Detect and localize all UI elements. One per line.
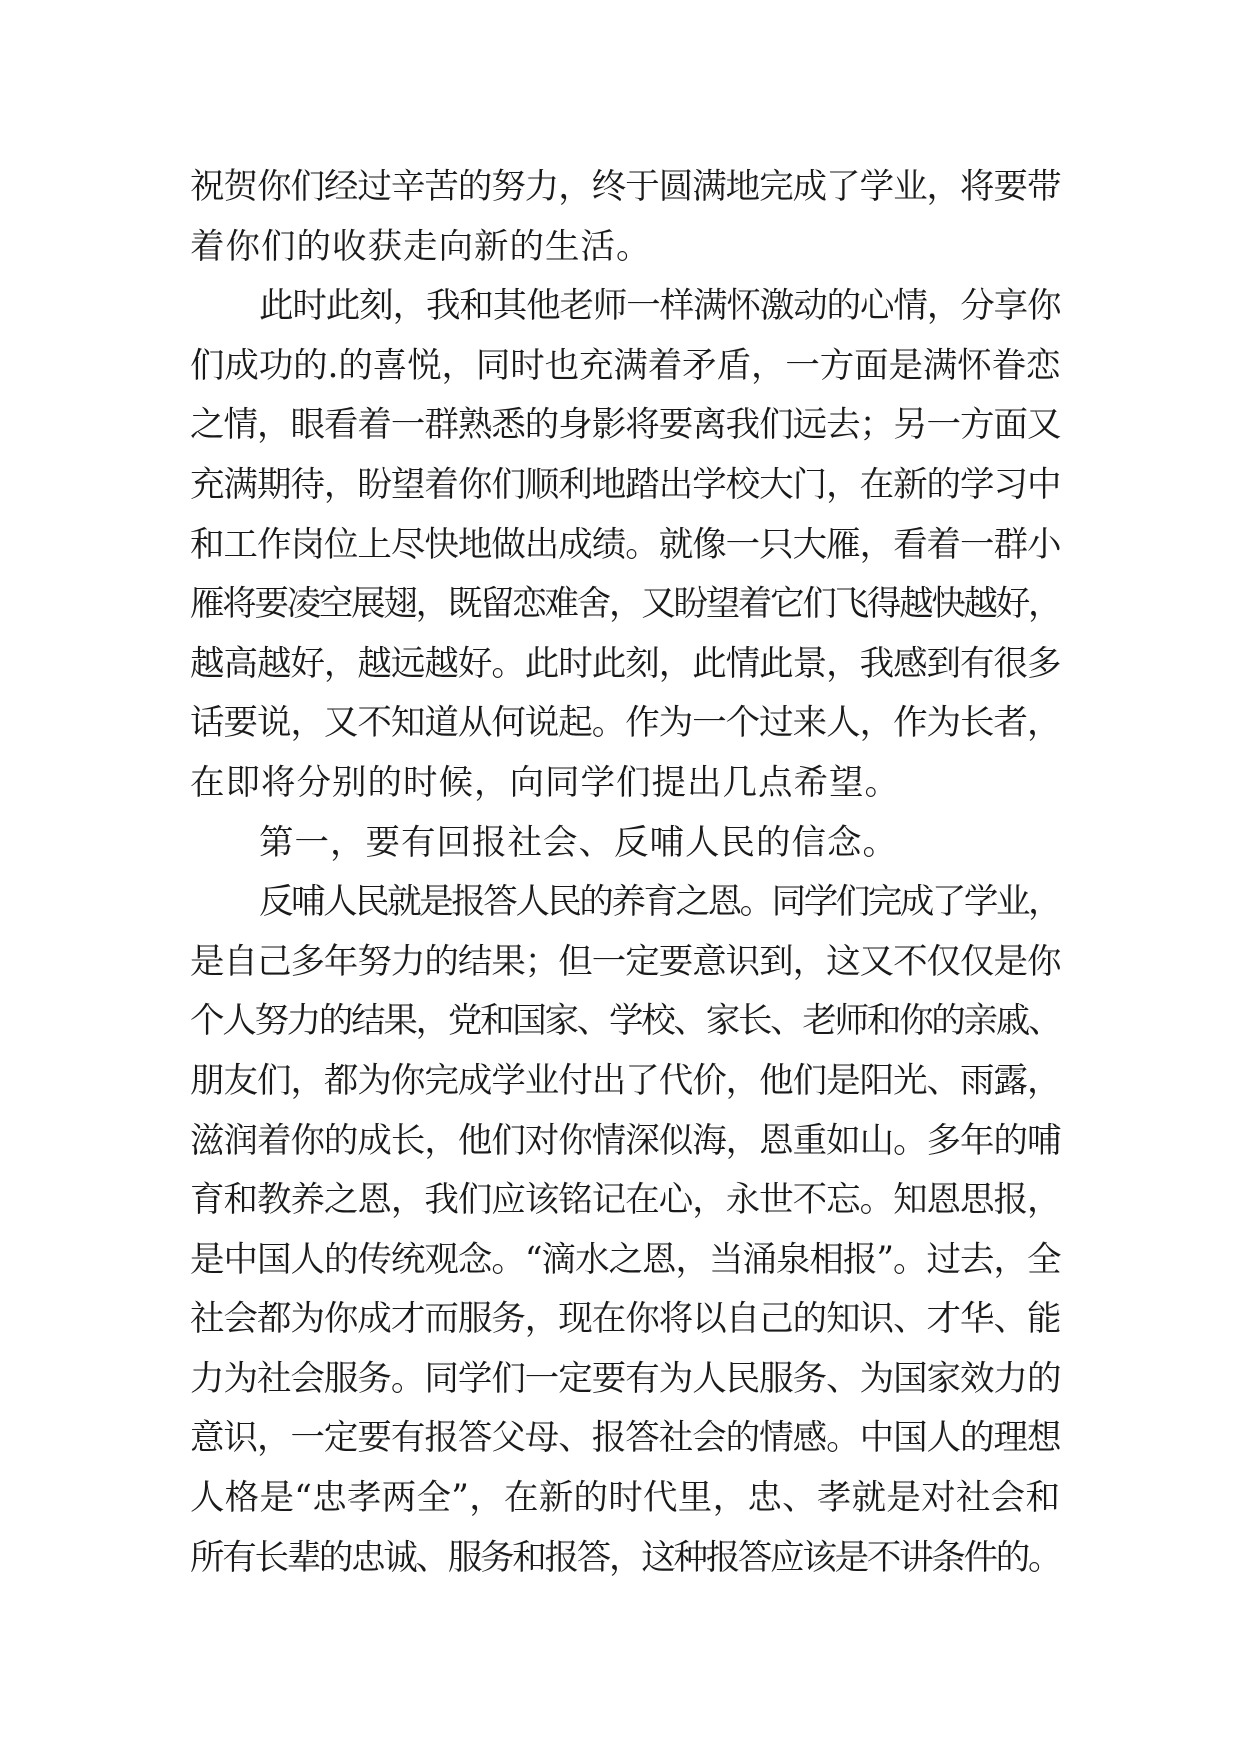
text-line: 此时此刻，我和其他老师一样满怀激动的心情，分享你 — [259, 286, 1060, 327]
text-line: 话要说，又不知道从何说起。作为一个过来人，作为长者， — [190, 703, 1060, 744]
text-line: 是中国人的传统观念。“滴水之恩，当涌泉相报”。过去，全 — [190, 1239, 1060, 1280]
text-line: 朋友们，都为你完成学业付出了代价，他们是阳光、雨露， — [190, 1060, 1060, 1101]
text-line: 祝贺你们经过辛苦的努力，终于圆满地完成了学业，将要带 — [190, 167, 1060, 207]
text-line: 在即将分别的时候，向同学们提出几点希望。 — [190, 762, 900, 803]
text-line: 力为社会服务。同学们一定要有为人民服务、为国家效力的 — [190, 1358, 1060, 1399]
text-line: 着你们的收获走向新的生活。 — [190, 226, 652, 267]
text-line: 人格是“忠孝两全”，在新的时代里，忠、孝就是对社会和 — [190, 1478, 1060, 1519]
text-line: 和工作岗位上尽快地做出成绩。就像一只大雁，看着一群小 — [190, 524, 1060, 565]
text-line: 是自己多年努力的结果；但一定要意识到，这又不仅仅是你 — [190, 941, 1060, 982]
text-line: 意识，一定要有报答父母、报答社会的情感。中国人的理想 — [190, 1418, 1060, 1459]
text-line: 反哺人民就是报答人民的养育之恩。同学们完成了学业， — [259, 882, 1060, 923]
text-line: 之情，眼看着一群熟悉的身影将要离我们远去；另一方面又 — [190, 405, 1060, 446]
body-text — [190, 158, 1060, 1588]
text-line: 滋润着你的成长，他们对你情深似海，恩重如山。多年的哺 — [190, 1120, 1060, 1161]
text-line: 社会都为你成才而服务，现在你将以自己的知识、才华、能 — [190, 1299, 1060, 1340]
text-line: 第一，要有回报社会、反哺人民的信念。 — [259, 822, 898, 863]
text-line: 所有长辈的忠诚、服务和报答，这种报答应该是不讲条件的。 — [190, 1537, 1060, 1578]
text-line: 育和教养之恩，我们应该铭记在心，永世不忘。知恩思报， — [190, 1180, 1060, 1221]
text-line: 越高越好，越远越好。此时此刻，此情此景，我感到有很多 — [190, 643, 1060, 684]
text-line: 充满期待，盼望着你们顺利地踏出学校大门，在新的学习中 — [190, 464, 1060, 505]
text-line: 雁将要凌空展翅，既留恋难舍，又盼望着它们飞得越快越好， — [190, 584, 1060, 625]
text-line: 们成功的.的喜悦，同时也充满着矛盾，一方面是满怀眷恋 — [190, 345, 1060, 386]
text-line: 个人努力的结果，党和国家、学校、家长、老师和你的亲戚、 — [190, 1001, 1060, 1042]
